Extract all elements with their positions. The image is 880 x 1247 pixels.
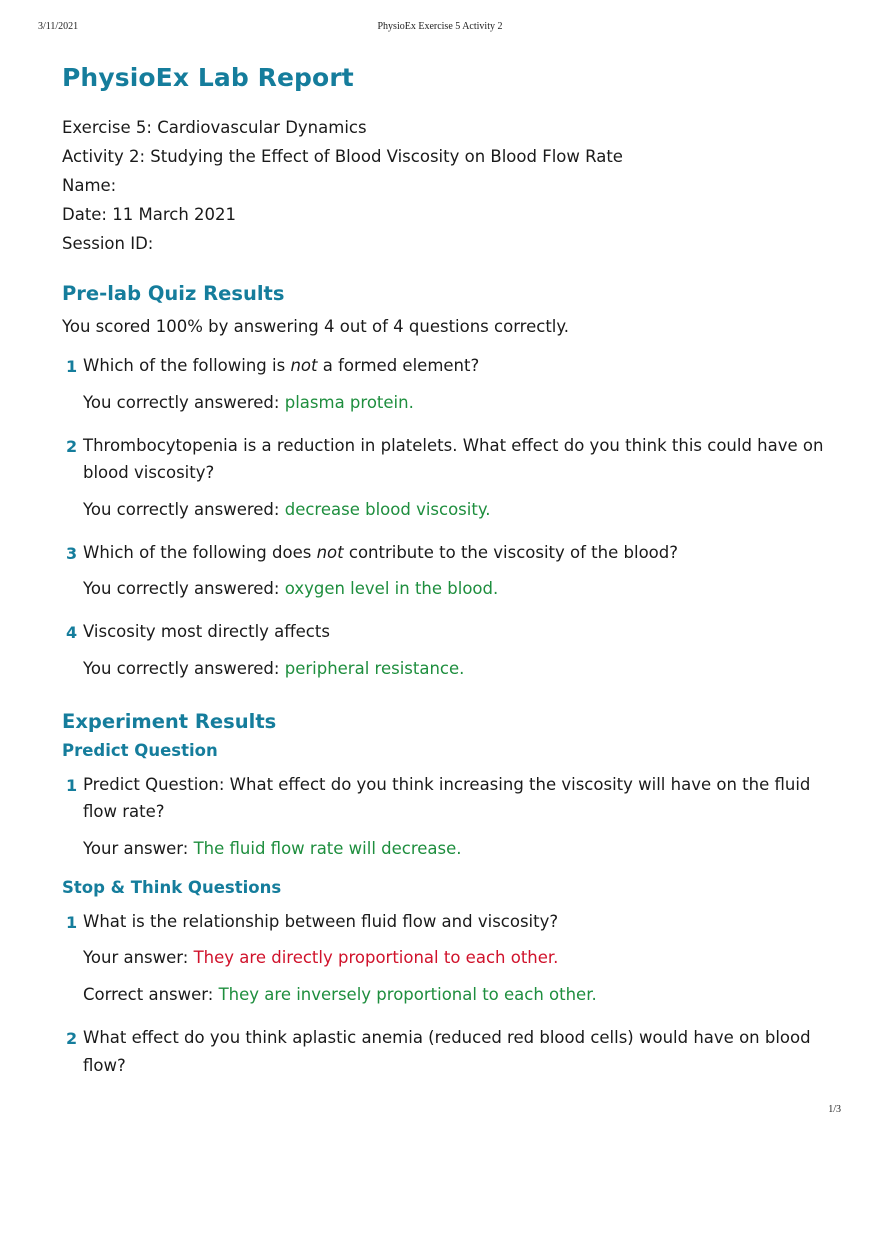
correct-answer-value: They are inversely proportional to each other. [218,985,597,1004]
prelab-question-1 [62,352,832,380]
stop-think-your-answer-1 [62,945,832,971]
predict-question-1 [62,771,832,826]
question-text: Which of the following is [83,356,291,375]
experiment-heading: Experiment Results [62,709,277,733]
correct-answer-value: peripheral resistance. [284,658,465,678]
question-text: Thrombocytopenia is a reduction in platelets. What effect do you think this could have on blood viscosity? [83,435,824,482]
report-title: PhysioEx Lab Report [62,63,354,92]
prelab-score: You scored 100% by answering 4 out of 4 questions correctly. [62,317,570,336]
correct-answer-value: decrease blood viscosity. [284,499,491,519]
print-date: 3/11/2021 [38,21,79,32]
question-text: Predict Question: What effect do you think increasing the viscosity will have on the fluid flow rate? [83,774,811,821]
question-number: 2 [66,1029,78,1048]
stop-think-question-2 [62,1024,832,1079]
question-text: Viscosity most directly affects [83,622,330,641]
prelab-heading: Pre-lab Quiz Results [62,282,285,305]
stop-think-heading: Stop & Think Questions [62,877,282,897]
correct-answer-value: oxygen level in the blood. [284,579,499,598]
answer-label: Your answer: [83,948,189,967]
answer-label: You correctly answered: [83,658,280,678]
question-text: Which of the following does [83,542,317,562]
page-number: 1/3 [828,1104,841,1115]
prelab-answer-4 [62,656,832,682]
question-number: 3 [66,543,78,563]
prelab-answer-2 [62,497,832,523]
answer-label: Your answer: [83,838,189,858]
session-line: Session ID: [62,234,154,253]
prelab-answer-1 [62,390,832,416]
question-text: What effect do you think aplastic anemia (reduced red blood cells) would have on blood flow? [83,1028,811,1075]
answer-label: You correctly answered: [83,579,280,598]
question-text-end: a formed element? [317,356,480,375]
question-number: 2 [66,436,78,456]
print-title: PhysioEx Exercise 5 Activity 2 [377,21,503,32]
date-line: Date: 11 March 2021 [62,205,237,224]
question-number: 1 [66,357,78,376]
predict-heading: Predict Question [62,740,218,760]
answer-label: You correctly answered: [83,392,280,412]
exercise-line: Exercise 5: Cardiovascular Dynamics [62,118,367,137]
question-text-end: contribute to the viscosity of the blood? [343,542,678,562]
answer-label: You correctly answered: [83,499,280,519]
report-meta [62,113,832,258]
print-header [38,21,842,37]
prelab-question-3 [62,539,832,567]
incorrect-answer-value: They are directly proportional to each other. [193,948,559,967]
report-content [62,58,832,1079]
question-number: 4 [66,623,78,642]
prelab-question-4 [62,618,832,646]
your-answer-value: The fluid flow rate will decrease. [193,838,462,858]
activity-line: Activity 2: Studying the Effect of Blood Viscosity on Blood Flow Rate [62,147,623,166]
stop-think-question-1 [62,908,832,936]
prelab-answer-3 [62,576,832,602]
stop-think-correct-answer-1 [62,982,832,1008]
question-number: 1 [66,775,78,795]
predict-answer-1 [62,836,832,862]
prelab-question-2 [62,432,832,487]
question-number: 1 [66,912,78,932]
question-emphasis: not [316,542,344,562]
name-line: Name: [62,176,117,195]
question-text: What is the relationship between fluid flow and viscosity? [83,911,559,931]
correct-answer-label: Correct answer: [83,985,214,1004]
correct-answer-value: plasma protein. [284,392,414,412]
question-emphasis: not [290,356,318,375]
